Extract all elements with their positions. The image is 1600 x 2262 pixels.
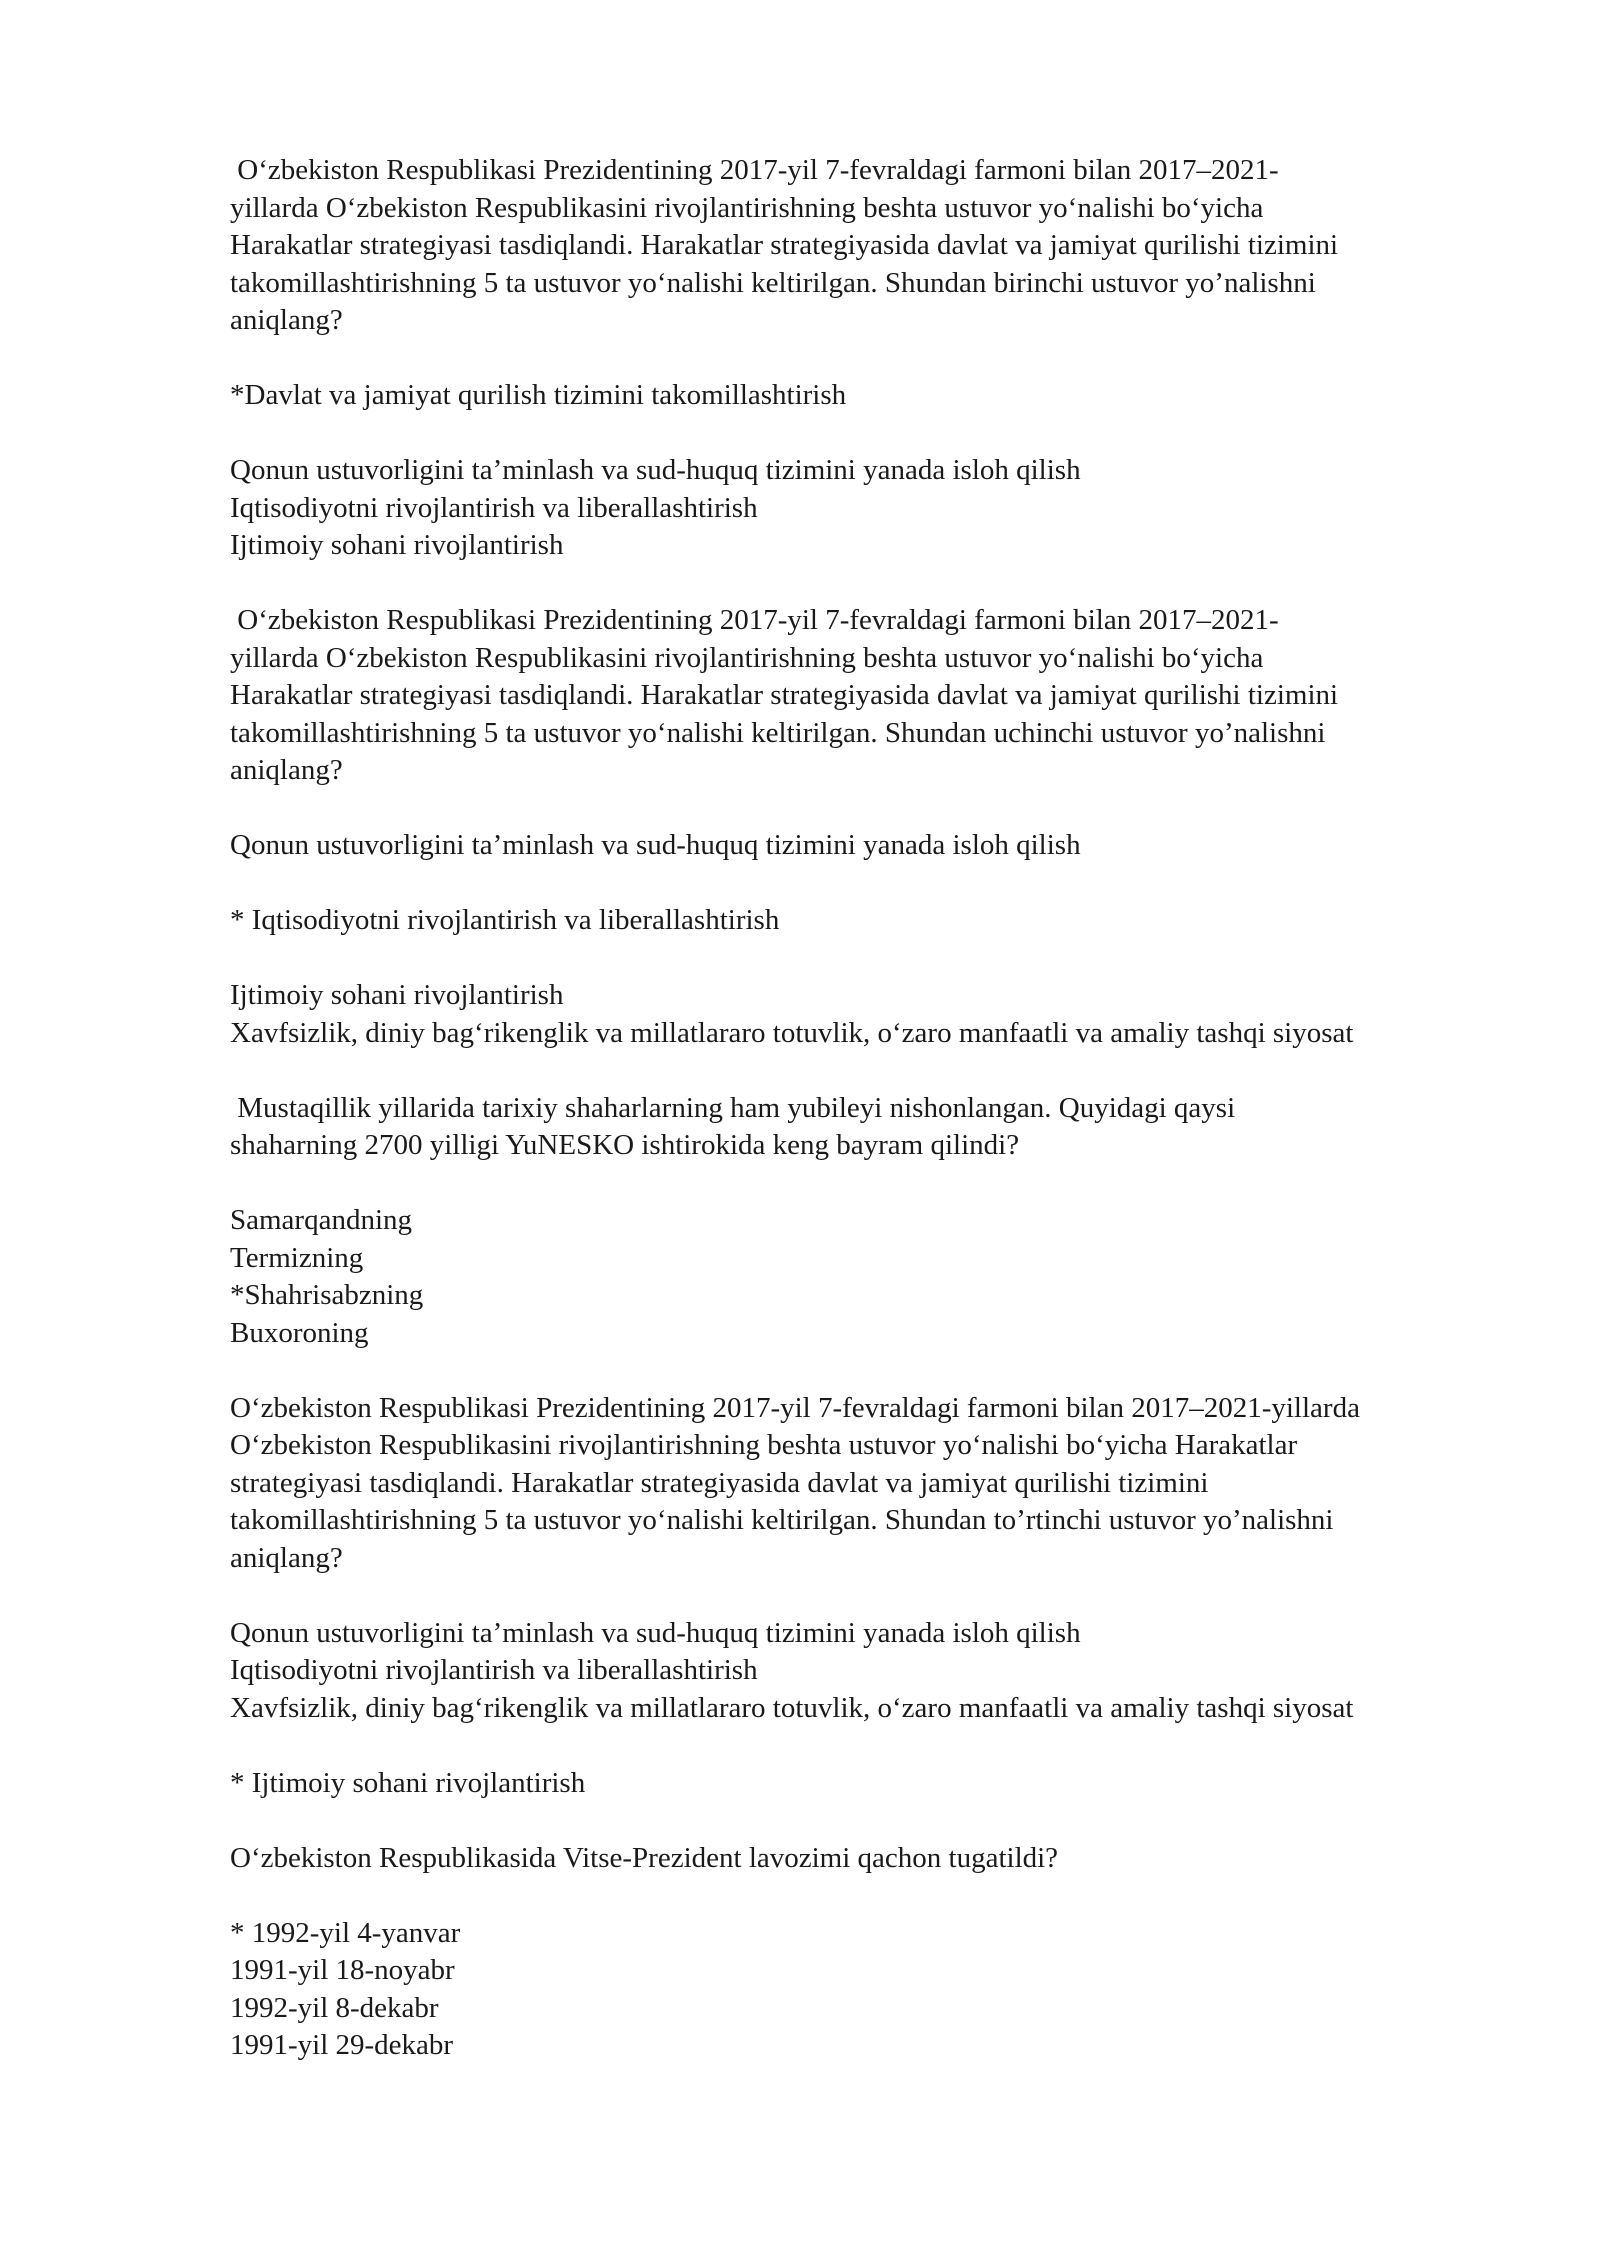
text-line: aniqlang? (230, 304, 343, 336)
paragraph-spacer (230, 1052, 1530, 1090)
text-line: shaharning 2700 yilligi YuNESKO ishtirokida keng bayram qilindi? (230, 1129, 1020, 1161)
paragraph-spacer (230, 415, 1530, 453)
text-line: aniqlang? (230, 754, 343, 786)
document-body (230, 152, 1530, 2065)
text-line: O‘zbekiston Respublikasi Prezidentining 2017-yil 7-fevraldagi farmoni bilan 2017–2021- (230, 604, 1279, 636)
text-line: takomillashtirishning 5 ta ustuvor yo‘nalishi keltirilgan. Shundan to’rtinchi ustuvor yo’nalishni (230, 1504, 1334, 1536)
text-line: Buxoroning (230, 1316, 369, 1349)
text-line: 1991-yil 29-dekabr (230, 2029, 454, 2061)
text-line: Ijtimoiy sohani rivojlantirish (230, 529, 564, 561)
paragraph-spacer (230, 340, 1530, 378)
text-line: Xavfsizlik, diniy bag‘rikenglik va millatlararo totuvlik, o‘zaro manfaatli va amaliy tashqi siyosat (230, 1016, 1354, 1049)
paragraph (230, 452, 1530, 565)
paragraph (230, 1765, 1530, 1803)
paragraph (230, 602, 1530, 790)
paragraph-spacer (230, 790, 1530, 828)
paragraph (230, 377, 1530, 415)
text-line: * 1992-yil 4-yanvar (230, 1916, 461, 1949)
paragraph (230, 902, 1530, 940)
text-line: Iqtisodiyotni rivojlantirish va liberallashtirish (230, 1654, 758, 1686)
text-line: Iqtisodiyotni rivojlantirish va liberallashtirish (230, 491, 758, 524)
text-line: yillarda O‘zbekiston Respublikasini rivojlantirishning beshta ustuvor yo‘nalishi bo‘yicha (230, 191, 1264, 224)
text-line: Samarqandning (230, 1204, 413, 1236)
text-line: Harakatlar strategiyasi tasdiqlandi. Harakatlar strategiyasida davlat va jamiyat qurilishi tizimini (230, 229, 1339, 261)
paragraph (230, 1090, 1530, 1165)
text-line: Termizning (230, 1241, 364, 1274)
text-line: Qonun ustuvorligini ta’minlash va sud-huquq tizimini yanada isloh qilish (230, 829, 1081, 861)
paragraph (230, 1840, 1530, 1878)
paragraph (230, 152, 1530, 340)
text-line: * Ijtimoiy sohani rivojlantirish (230, 1766, 586, 1799)
paragraph-spacer (230, 1577, 1530, 1615)
text-line: 1992-yil 8-dekabr (230, 1991, 439, 2024)
paragraph-spacer (230, 1165, 1530, 1203)
text-line: yillarda O‘zbekiston Respublikasini rivojlantirishning beshta ustuvor yo‘nalishi bo‘yicha (230, 641, 1264, 674)
paragraph-spacer (230, 565, 1530, 603)
text-line: Mustaqillik yillarida tarixiy shaharlarning ham yubileyi nishonlangan. Quyidagi qaysi (230, 1091, 1236, 1124)
text-line: Qonun ustuvorligini ta’minlash va sud-huquq tizimini yanada isloh qilish (230, 454, 1081, 486)
text-line: * Iqtisodiyotni rivojlantirish va liberallashtirish (230, 904, 780, 936)
paragraph-spacer (230, 1727, 1530, 1765)
text-line: takomillashtirishning 5 ta ustuvor yo‘nalishi keltirilgan. Shundan uchinchi ustuvor yo’nalishni (230, 716, 1326, 749)
text-line: Qonun ustuvorligini ta’minlash va sud-huquq tizimini yanada isloh qilish (230, 1616, 1081, 1649)
paragraph (230, 1615, 1530, 1728)
paragraph (230, 1390, 1530, 1578)
text-line: O‘zbekiston Respublikasi Prezidentining 2017-yil 7-fevraldagi farmoni bilan 2017–2021- (230, 154, 1279, 186)
text-line: Harakatlar strategiyasi tasdiqlandi. Harakatlar strategiyasida davlat va jamiyat qurilishi tizimini (230, 679, 1339, 711)
paragraph (230, 1202, 1530, 1352)
text-line: strategiyasi tasdiqlandi. Harakatlar strategiyasida davlat va jamiyat qurilishi tizimini (230, 1466, 1209, 1499)
paragraph-spacer (230, 1352, 1530, 1390)
paragraph (230, 977, 1530, 1052)
text-line: takomillashtirishning 5 ta ustuvor yo‘nalishi keltirilgan. Shundan birinchi ustuvor yo’nalishni (230, 266, 1316, 299)
text-line: aniqlang? (230, 1541, 343, 1574)
text-line: Xavfsizlik, diniy bag‘rikenglik va millatlararo totuvlik, o‘zaro manfaatli va amaliy tashqi siyosat (230, 1691, 1354, 1724)
text-line: O‘zbekiston Respublikasida Vitse-Prezident lavozimi qachon tugatildi? (230, 1841, 1059, 1874)
text-line: *Shahrisabzning (230, 1279, 424, 1311)
text-line: *Davlat va jamiyat qurilish tizimini takomillashtirish (230, 379, 847, 411)
paragraph-spacer (230, 1802, 1530, 1840)
paragraph (230, 827, 1530, 865)
text-line: O‘zbekiston Respublikasini rivojlantirishning beshta ustuvor yo‘nalishi bo‘yicha Harakatlar (230, 1429, 1298, 1461)
paragraph (230, 1915, 1530, 2065)
text-line: 1991-yil 18-noyabr (230, 1954, 455, 1986)
paragraph-spacer (230, 865, 1530, 903)
paragraph-spacer (230, 940, 1530, 978)
paragraph-spacer (230, 1877, 1530, 1915)
text-line: Ijtimoiy sohani rivojlantirish (230, 979, 564, 1011)
text-line: O‘zbekiston Respublikasi Prezidentining 2017-yil 7-fevraldagi farmoni bilan 2017–2021-yillarda (230, 1391, 1360, 1424)
